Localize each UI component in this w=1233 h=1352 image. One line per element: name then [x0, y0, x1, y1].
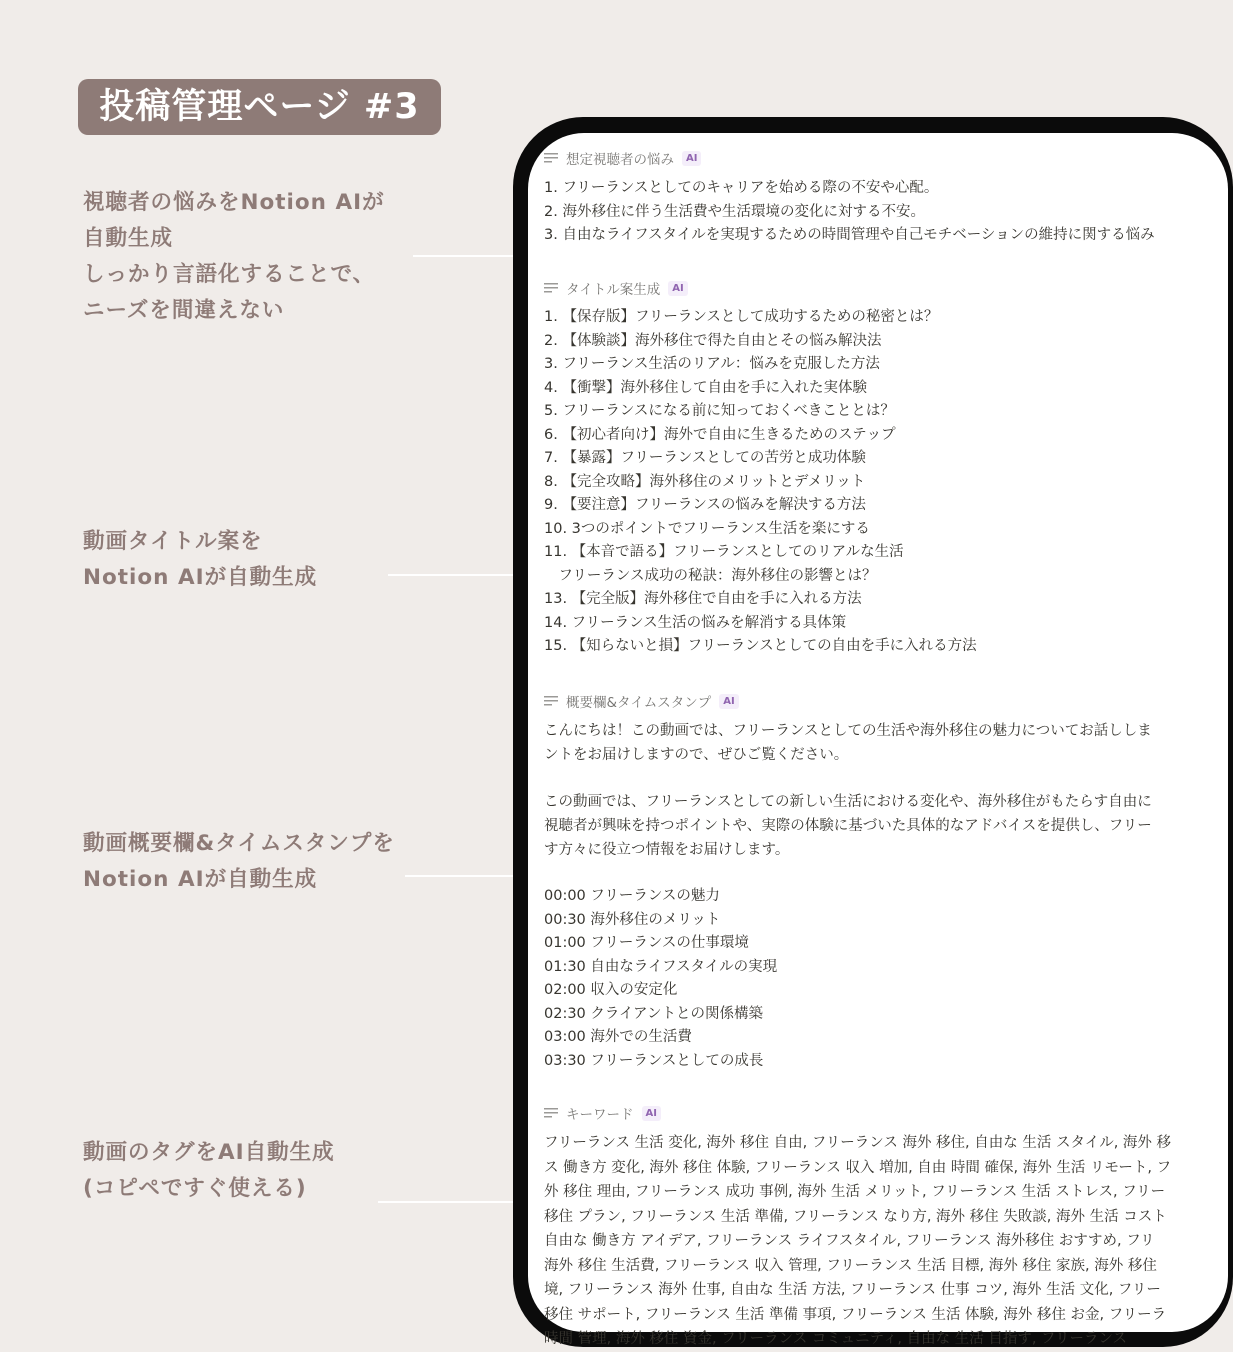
ai-badge: AI: [642, 1106, 661, 1121]
description-body[interactable]: [544, 790, 1152, 862]
property-header-titles[interactable]: [544, 278, 688, 298]
text-line: 移住 プラン, フリーランス 生活 準備, フリーランス なり方, 海外 移住 失敗談, 海外 生活 コスト: [544, 1208, 1167, 1225]
text-property-icon: [544, 283, 558, 293]
annotation-line: しっかり言語化することで、: [83, 262, 376, 287]
timestamp-list[interactable]: [544, 885, 777, 1073]
list-item: 1. フリーランスとしてのキャリアを始める際の不安や心配。: [544, 180, 939, 196]
list-item: 14. フリーランス生活の悩みを解消する具体策: [544, 614, 847, 631]
annotation-line: 自動生成: [83, 226, 174, 251]
text-line: この動画では、フリーランスとしての新しい生活における変化や、海外移住がもたらす自由に: [544, 794, 1152, 810]
annotation-titles: [83, 524, 317, 596]
list-item: 6. 【初心者向け】海外で自由に生きるためのステップ: [544, 426, 896, 443]
ai-badge: AI: [682, 151, 701, 166]
annotation-line: (コピペですぐ使える): [83, 1176, 307, 1201]
timestamp-item: 01:30 自由なライフスタイルの実現: [544, 958, 778, 975]
property-label: タイトル案生成: [566, 282, 661, 298]
text-property-icon: [544, 153, 558, 163]
text-line: フリーランス 生活 変化, 海外 移住 自由, フリーランス 海外 移住, 自由な 生活 スタイル, 海外 移: [544, 1135, 1172, 1151]
list-item: 7. 【暴露】フリーランスとしての苦労と成功体験: [544, 450, 866, 466]
list-item: 3. 自由なライフスタイルを実現するための時間管理や自己モチベーションの維持に関する悩み: [544, 227, 1155, 243]
ai-badge: AI: [719, 694, 738, 709]
property-header-keywords[interactable]: [544, 1103, 661, 1123]
list-item: 8. 【完全攻略】海外移住のメリットとデメリット: [544, 473, 866, 490]
list-item: 3. フリーランス生活のリアル：悩みを克服した方法: [544, 356, 880, 372]
list-item: 1. 【保存版】フリーランスとして成功するための秘密とは？: [544, 309, 939, 325]
property-header-worries[interactable]: [544, 148, 701, 168]
timestamp-item: 01:00 フリーランスの仕事環境: [544, 935, 749, 951]
annotation-line: 視聴者の悩みをNotion AIが: [83, 190, 385, 215]
text-line: 外 移住 理由, フリーランス 成功 事例, 海外 生活 メリット, フリーランス 生活 ストレス, フリー: [544, 1184, 1166, 1200]
text-line: 移住 サポート, フリーランス 生活 準備 事項, フリーランス 生活 体験, 海外 移住 お金, フリーラ: [544, 1306, 1167, 1323]
annotation-line: 動画タイトル案を: [83, 529, 263, 554]
ai-badge: AI: [668, 281, 687, 296]
property-label: 想定視聴者の悩み: [566, 152, 674, 168]
annotation-line: Notion AIが自動生成: [83, 867, 318, 892]
connector-line: [378, 1201, 515, 1203]
keywords-text[interactable]: [544, 1131, 1171, 1352]
list-item: 2. 【体験談】海外移住で得た自由とその悩み解決法: [544, 332, 882, 349]
notion-page: [528, 133, 1228, 1347]
text-line: 境, フリーランス 海外 仕事, 自由な 生活 方法, フリーランス 仕事 コツ, 海外 生活 文化, フリー: [544, 1282, 1161, 1298]
text-property-icon: [544, 1108, 558, 1118]
annotation-line: Notion AIが自動生成: [83, 565, 318, 590]
annotation-line: ニーズを間違えない: [83, 298, 285, 323]
list-item: 13. 【完全版】海外移住で自由を手に入れる方法: [544, 591, 862, 607]
list-item: フリーランス成功の秘訣：海外移住の影響とは？: [544, 567, 877, 584]
titles-list[interactable]: [544, 306, 977, 659]
timestamp-item: 03:30 フリーランスとしての成長: [544, 1052, 764, 1069]
connector-line: [388, 574, 515, 576]
list-item: 15. 【知らないと損】フリーランスとしての自由を手に入れる方法: [544, 638, 977, 654]
text-line: ントをお届けしますので、ぜひご覧ください。: [544, 747, 849, 763]
list-item: 11. 【本音で語る】フリーランスとしてのリアルな生活: [544, 544, 904, 560]
text-line: ス 働き方 変化, 海外 移住 体験, フリーランス 収入 増加, 自由 時間 確保, 海外 生活 リモート, フ: [544, 1159, 1172, 1176]
annotation-line: 動画のタグをAI自動生成: [83, 1140, 335, 1165]
timestamp-item: 00:30 海外移住のメリット: [544, 911, 721, 928]
timestamp-item: 00:00 フリーランスの魅力: [544, 888, 720, 904]
timestamp-item: 03:00 海外での生活費: [544, 1029, 692, 1045]
property-label: キーワード: [566, 1107, 634, 1123]
connector-line: [405, 875, 515, 877]
page-badge: 投稿管理ページ #3: [78, 79, 441, 135]
text-line: 視聴者が興味を持つポイントや、実際の体験に基づいた具体的なアドバイスを提供し、フリー: [544, 818, 1152, 834]
connector-line: [413, 255, 515, 257]
list-item: 9. 【要注意】フリーランスの悩みを解決する方法: [544, 497, 866, 513]
property-header-description[interactable]: [544, 691, 739, 711]
text-line: 時間 管理, 海外 移住 資金, フリーランス コミュニティ, 自由な 生活 目指す, フリーランス: [544, 1331, 1128, 1347]
worries-list[interactable]: [544, 177, 1155, 248]
text-line: す方々に役立つ情報をお届けします。: [544, 842, 790, 858]
property-label: 概要欄&タイムスタンプ: [566, 695, 712, 711]
description-intro[interactable]: [544, 719, 1152, 767]
timestamp-item: 02:30 クライアントとの関係構築: [544, 1005, 763, 1022]
annotation-line: 動画概要欄&タイムスタンプを: [83, 831, 395, 856]
list-item: 2. 海外移住に伴う生活費や生活環境の変化に対する不安。: [544, 203, 925, 220]
list-item: 4. 【衝撃】海外移住して自由を手に入れた実体験: [544, 379, 867, 396]
annotation-keywords: [83, 1135, 335, 1207]
annotation-worries: [83, 185, 385, 329]
list-item: 10. 3つのポイントでフリーランス生活を楽にする: [544, 520, 870, 537]
annotation-description: [83, 826, 395, 898]
timestamp-item: 02:00 収入の安定化: [544, 982, 678, 998]
text-line: こんにちは！この動画では、フリーランスとしての生活や海外移住の魅力についてお話ししま: [544, 723, 1152, 739]
text-line: 自由な 働き方 アイデア, フリーランス ライフスタイル, フリーランス 海外移住 おすすめ, フリ: [544, 1233, 1155, 1249]
list-item: 5. フリーランスになる前に知っておくべきこととは？: [544, 403, 895, 419]
text-line: 海外 移住 生活費, フリーランス 収入 管理, フリーランス 生活 目標, 海外 移住 家族, 海外 移住: [544, 1257, 1157, 1274]
text-property-icon: [544, 696, 558, 706]
